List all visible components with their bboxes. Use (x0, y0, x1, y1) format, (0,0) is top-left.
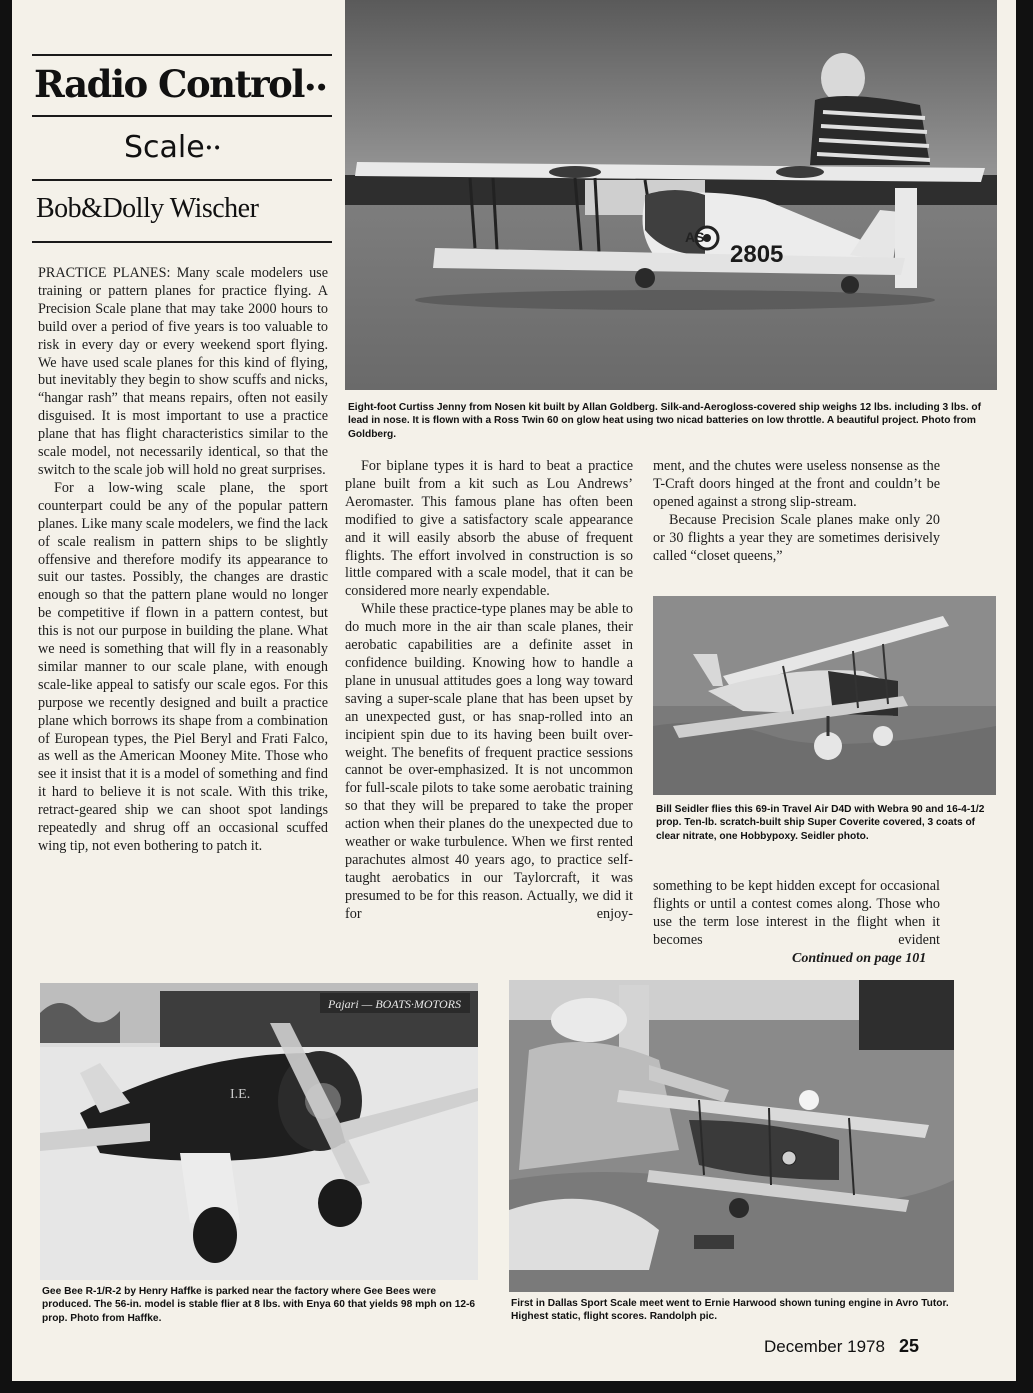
photo-avro-tutor (509, 980, 954, 1292)
jenny-number-marking: 2805 (730, 241, 784, 268)
article-column-2 (345, 458, 633, 924)
photo-curtiss-jenny (345, 0, 997, 390)
author-byline: Bob&Dolly Wischer (36, 193, 259, 224)
header-rule-3 (32, 241, 332, 243)
section-title: Radio Control•• (34, 62, 327, 106)
jenny-illustration (345, 0, 997, 390)
paragraph: For biplane types it is hard to beat a practice plane built from a kit such as Lou Andrews’ Aeromaster. This famous plane has often been modified to give a satisfactory scale appearance and it will easily absorb the abuse of frequent flights. The effort involved in construction is so little compared with a scale model, that it can be considered more nearly expendable. (345, 458, 633, 600)
photo-gee-bee (40, 983, 478, 1280)
article-column-3-top (653, 458, 940, 565)
page-footer (764, 1336, 919, 1357)
avro-tutor-illustration (509, 980, 954, 1292)
caption-travel-air: Bill Seidler flies this 69-in Travel Air D4D with Webra 90 and 16-4-1/2 prop. Ten-lb. scratch-built ship Super Coverite covered, 3 coats of clear nitrate, one Hobbypoxy. Seidler photo. (656, 804, 985, 842)
subsection-title: Scale•• (124, 130, 222, 165)
paragraph: For a low-wing scale plane, the sport counterpart could be any of the popular pattern planes. Like many scale modelers, we find the lack of scale realism in pattern ships to be slightly offensive and therefore modify its appearance to suit our tastes. Possibly, the changes are drastic enough so that the pattern plane would no longer be competitive if flown in a pattern contest, but this is not our purpose in building the plane. What we need is something that will fly in a reasonably similar manner to our scale plane, with enough scale-like appeal to satisfy our scale egos. For this purpose we recently designed and built a practice plane which borrows its shape from a combination of European types, the Piel Beryl and Frati Falco, as well as the American Mooney Mite. Those who see it insist that it is a model of something and find it hard to believe it is not scale. With this trike, retract-geared ship we can shoot spot landings repeatedly and shrug off an occasional scuffed wing tip, not even bothering to patch it. (38, 479, 328, 854)
paragraph: ment, and the chutes were useless nonsense as the T-Craft doors hinged at the front and couldn’t be opened against a strong slip-stream. (653, 458, 940, 510)
article-column-3-bottom (653, 878, 940, 950)
page-number: 25 (898, 1336, 919, 1356)
paragraph: While these practice-type planes may be able to do much more in the air than scale planes, their aerobatic capabilities are a definite asset in confidence building. Knowing how to handle a plane in unusual attitudes goes a long way toward saving a super-scale plane that has been upset by an unexpected gust, or has snap-rolled into an incipient spin due to its having been built over-weight. The benefits of frequent practice sessions cannot be over-emphasized. It is not uncommon for full-scale pilots to take some aerobatic training so that they will be prepared to take the proper action when their planes do the unexpected due to weather or wake turbulence. When we first rented parachutes almost 40 years ago, to practice self-taught aerobatics in our Taylorcraft, it was presumed to be for this reason. Actually, we did it for enjoy- (345, 601, 633, 922)
caption-curtiss-jenny: Eight-foot Curtiss Jenny from Nosen kit built by Allan Goldberg. Silk-and-Aerogloss-covered ship weighs 12 lbs. including 3 lbs. of lead in nose. It is flown with a Ross Twin 60 on glow heat using two nicad batteries on low throttle. A beautiful project. Photo from Goldberg. (348, 402, 982, 440)
paragraph: PRACTICE PLANES: Many scale modelers use training or pattern planes for practice flying. A Precision Scale plane that may take 2000 hours to build over a period of five years is too valuable to risk in every day or every weekend sport flying. We have used scale planes for this kind of flying, but inevitably they begin to show scuffs and nicks, “hangar rash” that means repairs, often not easily disguised. It is most important to use a practice plane that has flight characteristics similar to the scale model, not necessarily identical, so that the switch to the scale job will hold no great surprises. (38, 265, 328, 478)
jenny-roundel-text: AS (685, 229, 705, 245)
caption-avro-tutor: First in Dallas Sport Scale meet went to Ernie Harwood shown tuning engine in Avro Tutor. Highest static, flight scores. Randolph pic. (511, 1298, 949, 1323)
issue-date: December 1978 (764, 1337, 885, 1356)
header-rule-top (32, 54, 332, 56)
magazine-page (12, 0, 1016, 1381)
geebee-fuselage-text: I.E. (230, 1087, 251, 1102)
caption-gee-bee: Gee Bee R-1/R-2 by Henry Haffke is parked near the factory where Gee Bees were produced. The 56-in. model is stable flier at 8 lbs. with Enya 60 that yields 98 mph on 12-6 prop. Photo from Haffke. (42, 1286, 476, 1324)
photo-travel-air (653, 596, 996, 795)
header-rule-1 (32, 115, 332, 117)
factory-sign-text: Pajari — BOATS·MOTORS (328, 997, 462, 1011)
paragraph: something to be kept hidden except for occasional flights or until a contest comes along. Those who use the term lose interest in the flight when it becomes evident (653, 878, 940, 948)
travel-air-illustration (653, 596, 996, 795)
continued-note: Continued on page 101 (792, 951, 927, 966)
paragraph: Because Precision Scale planes make only 20 or 30 flights a year they are sometimes derisively called “closet queens,” (653, 511, 940, 564)
gee-bee-illustration (40, 983, 478, 1280)
header-rule-2 (32, 179, 332, 181)
article-column-1 (38, 265, 328, 856)
